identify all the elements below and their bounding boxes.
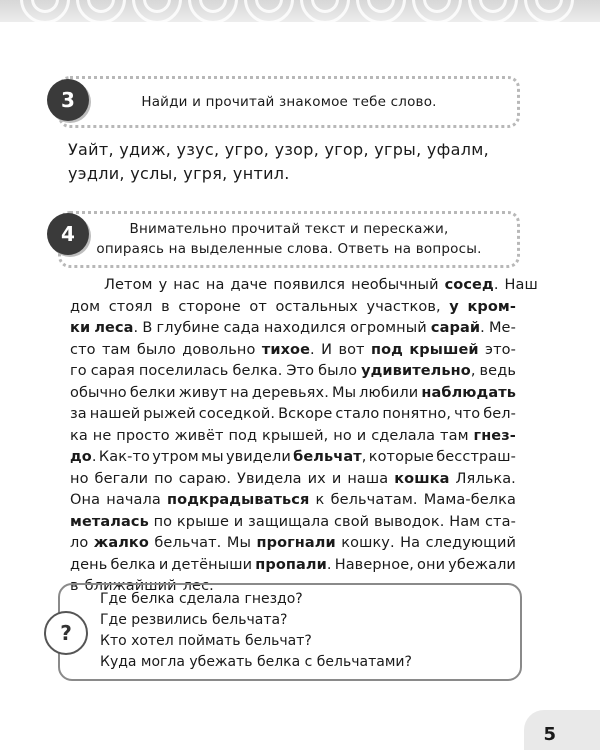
- story-line: [70, 447, 516, 469]
- story-word: сто: [70, 341, 96, 358]
- key-word: под: [370, 341, 403, 358]
- story-word: Ме-: [488, 320, 516, 336]
- page-number: 5: [543, 724, 556, 745]
- story-word: и: [233, 513, 244, 530]
- story-word: понятно,: [382, 406, 452, 422]
- key-word: гнез-: [473, 427, 516, 444]
- story-word: детёныши: [171, 556, 253, 573]
- story-word: довольно: [182, 341, 256, 358]
- story-word: Летом: [104, 277, 153, 293]
- swirl-ornament: [188, 0, 238, 24]
- swirl-ornament: [300, 0, 350, 24]
- story-line: [70, 426, 516, 448]
- story-word: даче: [230, 277, 268, 293]
- story-word: [167, 490, 309, 512]
- story-word: вот: [338, 341, 365, 358]
- story-word: дом: [70, 298, 101, 315]
- story-word: сделала: [371, 427, 436, 444]
- swirl-ornament: [356, 0, 406, 24]
- story-word: лес.: [182, 578, 214, 594]
- story-word: белки: [129, 384, 176, 401]
- swirl-ornament: [76, 0, 126, 24]
- story-word: это-: [485, 341, 516, 358]
- key-word: металась: [70, 513, 149, 530]
- story-word: было: [318, 363, 358, 379]
- story-word: ка: [70, 427, 88, 444]
- story-word: [449, 297, 459, 319]
- task-4-instruction-line-1: Внимательно прочитай текст и перескажи,: [129, 221, 449, 237]
- story-word: у: [158, 277, 168, 293]
- question-item: Где белка сделала гнездо?: [100, 591, 303, 607]
- story-word: [421, 383, 516, 405]
- story-word: бельчат.: [154, 535, 222, 551]
- task-4-instruction-box: [58, 211, 520, 268]
- task-3-instruction: Найди и прочитай знакомое тебе слово.: [141, 94, 437, 110]
- key-word: у: [449, 298, 459, 315]
- story-word: сада: [223, 320, 260, 336]
- story-word: необычный: [351, 277, 439, 293]
- story-line: [70, 490, 516, 512]
- story-line: [70, 318, 516, 340]
- task-3-words-line-2: уэдли, услы, угря, унтил.: [68, 164, 290, 183]
- task-4-instruction-line-2: опираясь на выделенные слова. Ответь на вопросы.: [96, 241, 482, 257]
- story-word: Мы: [331, 384, 357, 401]
- story-word: ста-: [484, 513, 516, 530]
- story-word: по: [154, 470, 173, 487]
- key-word: кром-: [467, 298, 516, 315]
- key-word: пропали: [255, 556, 327, 573]
- story-line: [70, 555, 516, 577]
- story-word: свой: [333, 513, 370, 530]
- story-word: [467, 297, 516, 319]
- story-word: обычно: [70, 384, 127, 401]
- story-word: белка.: [232, 363, 283, 379]
- story-word: от: [249, 298, 267, 315]
- story-word: глубине: [156, 320, 220, 336]
- story-word: Лялька.: [455, 470, 516, 487]
- story-word: бел-: [483, 406, 516, 422]
- story-word: Она: [70, 492, 101, 508]
- story-line: [70, 361, 516, 383]
- story-word: бесстраш-: [436, 449, 516, 465]
- story-word: Наш: [504, 277, 538, 293]
- swirl-ornament: [20, 0, 70, 24]
- story-word: просто: [116, 427, 170, 444]
- key-word: тихое: [261, 341, 311, 358]
- story-word: [409, 340, 478, 362]
- story-word: было: [136, 341, 176, 358]
- story-word: Мы: [226, 535, 252, 551]
- key-word: подкрадываться: [167, 492, 310, 508]
- story-word: но: [333, 427, 352, 444]
- story-word: не: [92, 427, 112, 444]
- story-word: Как-то: [98, 449, 150, 465]
- story-word: Это: [286, 363, 315, 379]
- story-word: появился: [273, 277, 346, 293]
- story-word: на: [230, 384, 249, 401]
- story-word: белка: [110, 556, 156, 573]
- swirl-ornament: [412, 0, 462, 24]
- page-corner-decoration: [524, 710, 600, 750]
- story-word: поселилась: [138, 363, 229, 379]
- story-word: увидели: [225, 449, 291, 465]
- story-word: И: [321, 341, 333, 358]
- story-word: бегали: [94, 470, 149, 487]
- story-word: стало: [335, 406, 380, 422]
- story-line: [70, 404, 516, 426]
- story-word: крышей,: [262, 427, 329, 444]
- story-word: находился: [263, 320, 347, 336]
- story-word: живёт: [174, 427, 224, 444]
- story-word: кошку.: [341, 535, 395, 551]
- story-word: Увидела: [237, 470, 302, 487]
- story-word: убежали: [448, 556, 516, 573]
- story-word: в: [70, 578, 79, 594]
- questions-list: [100, 589, 412, 673]
- story-line: [70, 340, 516, 362]
- story-word: [70, 318, 90, 340]
- story-word: в: [161, 298, 170, 315]
- story-word: Нам: [449, 513, 481, 530]
- key-word: крышей: [409, 341, 479, 358]
- story-word: за: [70, 406, 87, 422]
- story-word: там: [101, 341, 131, 358]
- story-word: нашей: [89, 406, 141, 422]
- story-word: до.: [70, 449, 97, 465]
- story-word: любили: [359, 384, 419, 401]
- story-word: ло: [70, 535, 89, 551]
- swirl-ornament: [244, 0, 294, 24]
- decorative-header-band: [0, 0, 600, 22]
- story-word: го: [70, 363, 87, 379]
- story-word: соседкой.: [198, 406, 276, 422]
- story-word: по: [153, 513, 173, 530]
- story-word: удивительно,: [361, 363, 476, 379]
- story-line: [70, 297, 516, 319]
- key-word: ки: [70, 320, 91, 336]
- story-word: что: [454, 406, 481, 422]
- story-word: Наверное,: [334, 556, 414, 573]
- story-word: леса.: [94, 320, 139, 336]
- story-word: живут: [178, 384, 228, 401]
- story-word: но: [70, 470, 89, 487]
- key-word: наблюдать: [421, 384, 516, 401]
- story-word: остальных: [275, 298, 358, 315]
- story-word: ведь: [479, 363, 516, 379]
- task-3-number-badge: 3: [47, 79, 89, 121]
- story-text: [70, 275, 538, 598]
- story-word: Мама-белка: [423, 492, 516, 508]
- story-word: начала: [106, 492, 161, 508]
- key-word: бельчат: [293, 449, 362, 465]
- story-line: [70, 275, 538, 297]
- story-word: [394, 469, 449, 491]
- story-line: [70, 383, 516, 405]
- key-word: жалко: [93, 535, 149, 551]
- story-word: ближайший: [84, 578, 177, 594]
- story-word: [94, 533, 149, 555]
- story-word: день: [70, 556, 108, 573]
- story-word: крыше: [176, 513, 230, 530]
- story-word: выводок.: [373, 513, 445, 530]
- story-word: на: [205, 277, 225, 293]
- story-word: рыжей: [143, 406, 196, 422]
- story-word: [474, 426, 516, 448]
- question-item: Кто хотел поймать бельчат?: [100, 633, 312, 649]
- story-word: тихое.: [261, 341, 315, 358]
- story-word: деревьях.: [251, 384, 329, 401]
- key-word: прогнали: [256, 535, 336, 551]
- story-word: они: [417, 556, 446, 573]
- story-word: [256, 533, 335, 555]
- story-word: которые: [368, 449, 434, 465]
- story-word: На: [400, 535, 421, 551]
- story-word: наша: [347, 470, 389, 487]
- swirl-ornament: [524, 0, 574, 24]
- story-word: сосед.: [444, 277, 499, 293]
- swirl-ornament: [468, 0, 518, 24]
- question-item: Где резвились бельчата?: [100, 612, 288, 628]
- story-word: Вскоре: [278, 406, 333, 422]
- key-word: удивительно: [361, 363, 471, 379]
- story-word: и: [356, 427, 367, 444]
- story-word: [371, 340, 403, 362]
- story-word: под: [228, 427, 258, 444]
- task-3-words-line-1: Уайт, удиж, узус, угро, узор, угор, угры, уфалм,: [68, 140, 490, 159]
- question-item: Куда могла убежать белка с бельчатами?: [100, 654, 412, 670]
- key-word: леса: [94, 320, 134, 336]
- story-word: мы: [201, 449, 224, 465]
- task-3-instruction-box: [58, 76, 520, 128]
- task-4-number-badge: 4: [47, 213, 89, 255]
- key-word: до: [70, 449, 92, 465]
- story-word: сарай.: [430, 320, 485, 336]
- story-word: там: [440, 427, 469, 444]
- story-word: стороне: [178, 298, 241, 315]
- key-word: кошка: [394, 470, 450, 487]
- story-line: [70, 533, 516, 555]
- story-word: нас: [173, 277, 200, 293]
- story-word: стоял: [108, 298, 153, 315]
- story-word: В: [142, 320, 153, 336]
- question-mark-icon: ?: [44, 611, 88, 655]
- story-word: защищала: [248, 513, 330, 530]
- story-word: и: [158, 556, 169, 573]
- story-word: пропали.: [255, 556, 332, 573]
- key-word: сосед: [444, 277, 494, 293]
- story-word: утром: [152, 449, 199, 465]
- story-word: их: [307, 470, 326, 487]
- key-word: сарай: [430, 320, 481, 336]
- story-word: сараю.: [178, 470, 232, 487]
- story-line: [70, 469, 516, 491]
- story-word: сарая: [90, 363, 135, 379]
- story-word: и: [331, 470, 342, 487]
- story-word: огромный: [350, 320, 427, 336]
- story-word: бельчатам.: [330, 492, 418, 508]
- story-word: бельчат,: [293, 449, 367, 465]
- story-word: к: [315, 492, 325, 508]
- story-word: [70, 512, 149, 534]
- story-line: [70, 512, 516, 534]
- story-word: участков,: [366, 298, 441, 315]
- swirl-ornament: [132, 0, 182, 24]
- story-word: следующий: [425, 535, 516, 551]
